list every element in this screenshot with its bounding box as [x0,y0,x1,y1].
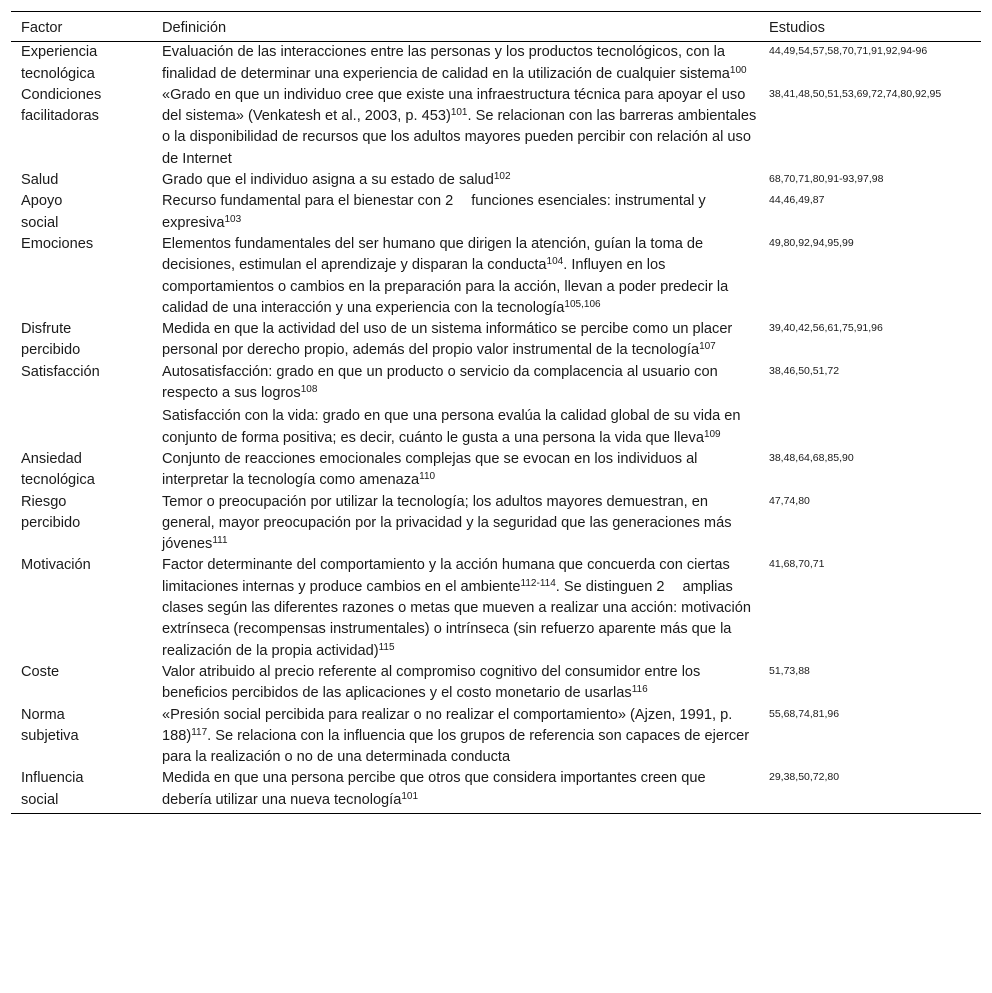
reference-superscript: 110 [419,471,436,483]
definition-cell [162,191,769,234]
definition-text [162,319,757,362]
studies-cell: 44,46,49,87 [769,194,825,207]
studies-cell: 47,74,80 [769,494,810,507]
definition-cell [162,705,769,769]
factor-label: subjetiva [21,727,79,744]
definition-text [162,42,757,85]
factor-label: Riesgo [21,493,67,510]
factor-cell [11,42,162,85]
studies-cell: 39,40,42,56,61,75,91,96 [769,322,883,335]
studies-cell: 38,46,50,51,72 [769,364,840,377]
definition-text [162,705,757,769]
definition-text [162,449,757,492]
factor-cell [11,362,162,449]
definition-segment: Satisfacción con la vida: grado en que una persona evalúa la calidad global de su vida en conjunto de forma positiva; es decir, cuánto le gusta a una persona la vida que lleva [162,408,741,446]
reference-superscript: 105,106 [564,298,601,310]
definition-text [162,406,757,449]
reference-superscript: 100 [729,64,747,76]
factor-cell [11,191,162,234]
factor-label: Apoyo [21,193,63,210]
studies-cell: 68,70,71,80,91-93,97,98 [769,173,884,186]
factor-label: percibido [21,342,81,359]
definition-text [162,234,757,319]
definition-text [162,362,757,405]
header-definicion: Definición [162,12,769,42]
table-row [11,42,981,85]
factor-label: Salud [21,172,59,189]
table-row [11,170,981,191]
definition-segment: Grado que el individuo asigna a su estado de salud [162,172,494,189]
table-row [11,191,981,234]
factor-cell [11,85,162,170]
header-estudios: Estudios [769,12,981,42]
definition-text [162,170,757,191]
reference-superscript: 112-114 [520,577,556,589]
definition-segment: . Se relacionan con las barreras ambientales o la disponibilidad de recursos que los adultos mayores pueden percibir con relación al uso de Internet [162,108,757,167]
factor-label: Ansiedad [21,450,82,467]
table-row [11,662,981,705]
factor-cell [11,555,162,661]
reference-superscript: 116 [631,684,648,696]
reference-superscript: 107 [699,341,716,353]
table-row [11,234,981,319]
definition-segment: Conjunto de reacciones emocionales complejas que se evocan en los individuos al interpretar la tecnología como amenaza [162,450,698,489]
factor-label: social [21,214,59,231]
definition-segment: «Presión social percibida para realizar o no realizar el comportamiento» (Ajzen, 1991, p. 188) [162,706,733,744]
definition-cell [162,170,769,191]
table-row [11,492,981,556]
definition-cell [162,234,769,319]
factor-label: percibido [21,514,81,531]
definition-cell [162,319,769,362]
definition-cell [162,492,769,556]
definition-cell [162,362,769,449]
definition-cell [162,662,769,705]
reference-superscript: 109 [703,428,721,440]
definition-text [162,492,757,556]
definition-segment: amplias clases según las diferentes razones o metas que mueven a realizar una acción: motivación extrínseca (recompensas instrumentales) o intrínseca (sin refuerzo aparente más que la realización de la propia actividad) [162,578,751,659]
definition-segment: Recurso fundamental para el bienestar con 2 [162,193,454,210]
factor-cell [11,170,162,191]
studies-cell: 41,68,70,71 [769,558,825,571]
studies-cell: 44,49,54,57,58,70,71,91,92,94-96 [769,45,928,58]
factor-label: tecnológica [21,65,95,82]
reference-superscript: 111 [212,535,228,547]
factor-cell [11,319,162,362]
definition-segment: Elementos fundamentales del ser humano que dirigen la atención, guían la toma de decisiones, estimulan el aprendizaje y disparan la conducta [162,235,704,274]
factor-label: Disfrute [21,321,72,338]
factor-label: Experiencia [21,44,98,61]
factor-label: Influencia [21,770,84,787]
studies-cell: 38,48,64,68,85,90 [769,451,854,464]
definition-text [162,191,757,234]
definition-cell [162,449,769,492]
definition-cell [162,555,769,661]
table-row [11,319,981,362]
factors-table [11,11,981,814]
factor-cell [11,234,162,319]
definition-text [162,555,757,661]
studies-cell: 55,68,74,81,96 [769,707,840,720]
definition-cell [162,768,769,813]
factor-label: Condiciones [21,86,102,103]
definition-segment: . Se relaciona con la influencia que los grupos de referencia son capaces de ejercer para la realización o no de una determinada conducta [162,727,750,766]
table-row [11,705,981,769]
factor-cell [11,662,162,705]
factor-cell [11,449,162,492]
factor-label: Satisfacción [21,363,100,380]
factor-label: Coste [21,663,60,680]
definition-segment: . Se distinguen 2 [555,578,665,595]
definition-segment: . Influyen en los comportamientos o cambios en la preparación para la acción, llevan a poder predecir la calidad de una interacción y una experiencia con la tecnología [162,257,729,316]
factor-label: Motivación [21,557,91,574]
definition-segment: funciones esenciales: instrumental y expresiva [162,193,706,231]
factor-cell [11,492,162,556]
reference-superscript: 104 [546,256,564,268]
definition-segment: Autosatisfacción: grado en que un producto o servicio da complacencia al usuario con respecto a sus logros [162,363,718,402]
factor-cell [11,768,162,813]
definition-text [162,85,757,170]
factor-label: tecnológica [21,472,95,489]
studies-cell: 51,73,88 [769,664,810,677]
definition-segment: Valor atribuido al precio referente al compromiso cognitivo del consumidor entre los beneficios percibidos de las aplicaciones y el costo monetario de usarlas [162,663,701,702]
definition-segment: Medida en que una persona percibe que otros que considera importantes creen que debería utilizar una nueva tecnología [162,770,706,808]
definition-text [162,768,757,811]
table-row [11,362,981,449]
definition-segment: Medida en que la actividad del uso de un sistema informático se percibe como un placer personal por derecho propio, además del propio valor instrumental de la tecnología [162,321,733,359]
definition-cell [162,85,769,170]
studies-cell: 29,38,50,72,80 [769,768,981,813]
definition-segment: Evaluación de las interacciones entre las personas y los productos tecnológicos, con la finalidad de determinar una experiencia de calidad en la utilización de cualquier sistema [162,44,730,82]
factor-label: facilitadoras [21,108,99,125]
factor-label: Emociones [21,235,94,252]
reference-superscript: 102 [493,171,511,183]
definition-cell [162,42,769,85]
definition-segment: «Grado en que un individuo cree que existe una infraestructura técnica para apoyar el uso del sistema» (Venkatesh et al., 2003, p. 453) [162,86,746,125]
table-body [11,42,981,814]
factor-cell [11,705,162,769]
reference-superscript: 101 [401,790,419,802]
factor-label: social [21,791,59,808]
studies-cell: 38,41,48,50,51,53,69,72,74,80,92,95 [769,87,942,100]
reference-superscript: 115 [378,641,395,653]
header-row [11,12,981,42]
reference-superscript: 101 [450,107,468,119]
definition-text [162,662,757,705]
reference-superscript: 103 [224,213,242,225]
definition-segment: Factor determinante del comportamiento y la acción humana que concuerda con ciertas limitaciones internas y produce cambios en el ambiente [162,557,730,595]
reference-superscript: 108 [300,384,318,396]
factor-label: Norma [21,706,65,723]
studies-cell: 49,80,92,94,95,99 [769,236,854,249]
table-row [11,768,981,813]
table-row [11,555,981,661]
table-row [11,85,981,170]
definition-segment: Temor o preocupación por utilizar la tecnología; los adultos mayores demuestran, en general, mayor preocupación por la privacidad y la seguridad que las generaciones más jóvenes [162,493,732,553]
header-factor: Factor [11,12,162,42]
reference-superscript: 117 [191,726,208,738]
table-row [11,449,981,492]
